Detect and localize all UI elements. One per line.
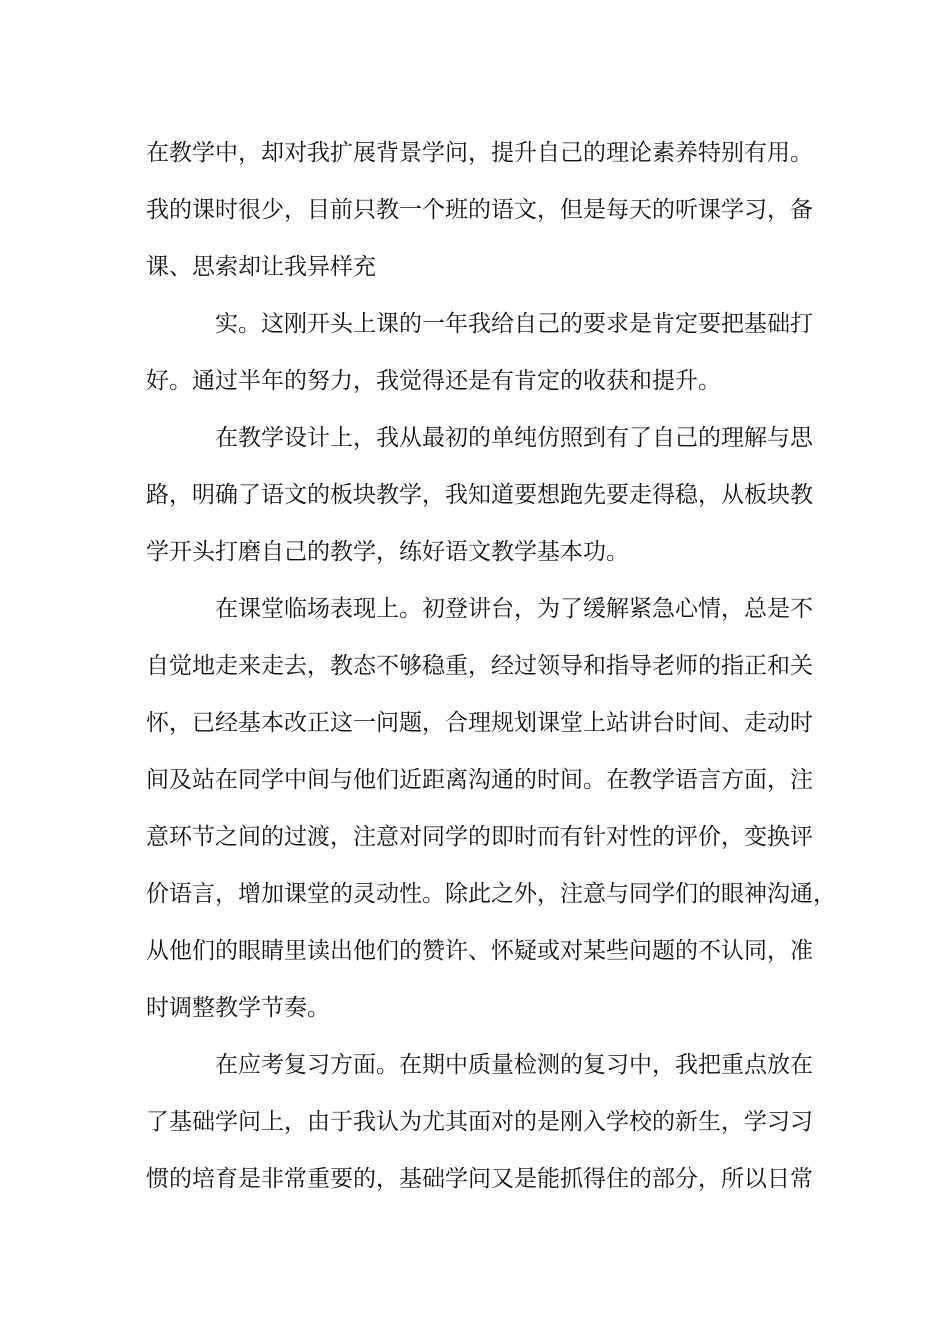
text-line: 自觉地走来走去，教态不够稳重，经过领导和指导老师的指正和关 — [146, 653, 813, 679]
text-line: 价语言，增加课堂的灵动性。除此之外，注意与同学们的眼神沟通， — [146, 881, 836, 907]
paragraph-start-line: 在课堂临场表现上。初登讲台，为了缓解紧急心情，总是不 — [215, 596, 813, 622]
text-line: 路，明确了语文的板块教学，我知道要想跑先要走得稳，从板块教 — [146, 482, 813, 508]
text-line: 从他们的眼睛里读出他们的赞许、怀疑或对某些问题的不认同，准 — [146, 938, 813, 964]
text-line: 间及站在同学中间与他们近距离沟通的时间。在教学语言方面，注 — [146, 767, 813, 793]
text-line: 怀，已经基本改正这一问题，合理规划课堂上站讲台时间、走动时 — [146, 710, 813, 736]
text-line: 意环节之间的过渡，注意对同学的即时而有针对性的评价，变换评 — [146, 824, 813, 850]
document-body — [146, 125, 836, 1208]
text-line: 惯的培育是非常重要的，基础学问又是能抓得住的部分，所以日常 — [146, 1166, 813, 1192]
paragraph-start-line: 在应考复习方面。在期中质量检测的复习中，我把重点放在 — [215, 1052, 813, 1078]
text-line: 在教学中，却对我扩展背景学问，提升自己的理论素养特别有用。 — [146, 140, 813, 166]
paragraph-start-line: 在教学设计上，我从最初的单纯仿照到有了自己的理解与思 — [215, 425, 813, 451]
text-line: 我的课时很少，目前只教一个班的语文，但是每天的听课学习，备 — [146, 197, 813, 223]
text-line: 时调整教学节奏。 — [146, 995, 330, 1021]
text-line: 课、思索却让我异样充 — [146, 254, 376, 280]
text-line: 好。通过半年的努力，我觉得还是有肯定的收获和提升。 — [146, 368, 721, 394]
text-line: 学开头打磨自己的教学，练好语文教学基本功。 — [146, 539, 629, 565]
text-line: 了基础学问上，由于我认为尤其面对的是刚入学校的新生，学习习 — [146, 1109, 813, 1135]
paragraph-start-line: 实。这刚开头上课的一年我给自己的要求是肯定要把基础打 — [215, 311, 813, 337]
